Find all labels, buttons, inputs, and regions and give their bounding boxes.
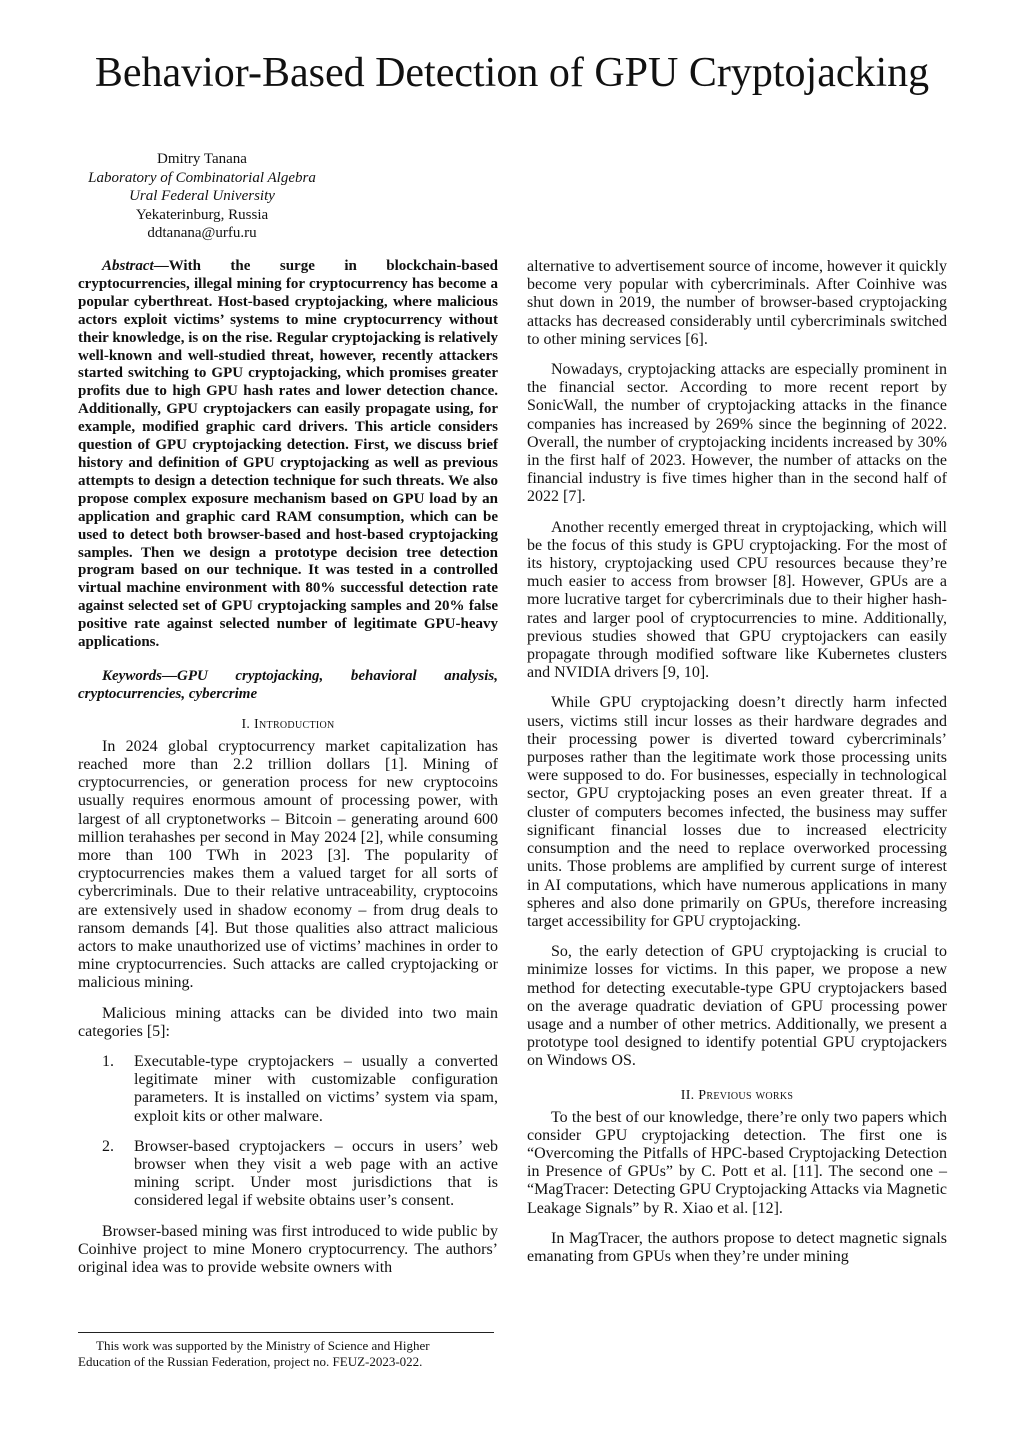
footnote-line: This work was supported by the Ministry of Science and Higher (96, 1338, 430, 1353)
section-number: I. (241, 716, 251, 732)
abstract (78, 258, 498, 652)
abstract-label: Abstract (102, 258, 154, 274)
author-city: Yekaterinburg, Russia (135, 206, 269, 223)
section-heading-previous-works (527, 1087, 947, 1105)
section-title: Introduction (254, 716, 335, 732)
attack-category-list (78, 1053, 498, 1211)
paragraph: To the best of our knowledge, there’re only two papers which consider GPU cryptojacking detection. The first one is “Overcoming the Pitfalls of HPC-based Cryptojacking Detection in Presence of GPUs” by C. Pott et al. [11]. The second one – “MagTracer: Detecting GPU Cryptojacking Attacks via Magnetic Leakage Signals” by R. Xiao et al. [12]. (527, 1108, 947, 1217)
footnote-rule (78, 1332, 494, 1333)
paragraph: While GPU cryptojacking doesn’t directly harm infected users, victims still incur losses as their hardware degrades and their processing power is diverted toward cybercriminals’ purposes rather than the legitimate work those processing units were supposed to do. For businesses, especially in technological sector, GPU cryptojacking poses an even greater threat. If a cluster of computers becomes infected, the business may suffer significant financial losses due to increased electricity consumption and the need to replace overworked processing units. Those problems are amplified by current surge of interest in AI computations, which have numerous applications in many spheres and also done primarily on GPUs, therefore increasing target accessibility for GPU cryptojacking. (527, 694, 947, 930)
keywords-label: Keywords (102, 667, 162, 684)
paragraph: Browser-based mining was first introduced to wide public by Coinhive project to mine Monero cryptocurrency. The authors’ original idea was to provide website owners with (78, 1222, 498, 1277)
left-column (78, 258, 498, 1277)
list-item (78, 1053, 498, 1126)
author-university: Ural Federal University (129, 188, 275, 204)
keywords (78, 668, 498, 704)
list-item-number: 2. (102, 1137, 114, 1155)
paragraph: Malicious mining attacks can be divided into two main categories [5]: (78, 1004, 498, 1040)
paragraph-continued: alternative to advertisement source of income, however it quickly become very popular with cybercriminals. After Coinhive was shut down in 2019, the number of browser-based cryptojacking attacks has decreased considerably until cybercriminals switched to other mining services [6]. (527, 258, 947, 348)
author-email: ddtanana@urfu.ru (147, 225, 257, 241)
keywords-text: —GPU cryptojacking, behavioral analysis, cryptocurrencies, cybercrime (78, 667, 498, 702)
paragraph: So, the early detection of GPU cryptojacking is crucial to minimize losses for victims. In this paper, we propose a new method for detecting executable-type GPU cryptojackers based on the average quadratic deviation of GPU processing power usage and a number of other metrics. Additionally, we present a prototype tool designed to identify potential GPU cryptojackers on Windows OS. (527, 943, 947, 1070)
author-lab: Laboratory of Combinatorial Algebra (88, 169, 316, 186)
section-title: Previous works (698, 1087, 794, 1103)
list-item-text: Browser-based cryptojackers – occurs in users’ web browser when they visit a web page with an active mining script. Under most jurisdictions that is considered legal if website obtains user’s consent. (134, 1137, 498, 1210)
paragraph: Nowadays, cryptojacking attacks are especially prominent in the financial sector. According to more recent report by SonicWall, the number of cryptojacking attacks in the finance companies has increased by 269% since the beginning of 2022. Overall, the number of cryptojacking incidents increased by 30% in the first half of 2023. However, the number of attacks on the financial industry is five times higher than in the second half of 2022 [7]. (527, 361, 947, 506)
footnote (78, 1338, 498, 1370)
author-name: Dmitry Tanana (157, 151, 247, 167)
right-column (527, 258, 947, 1266)
footnote-line: Education of the Russian Federation, project no. FEUZ-2023-022. (78, 1354, 423, 1369)
list-item-number: 1. (102, 1053, 114, 1070)
paragraph: Another recently emerged threat in cryptojacking, which will be the focus of this study is GPU cryptojacking. For the most of its history, cryptojacking used CPU resources because they’re much easier to access from browser [8]. However, GPUs are a more lucrative target for cybercriminals due to their higher hash-rates and larger pool of cryptocurrencies to mine. Additionally, previous studies showed that GPU cryptojackers can easily propagate through modified software like Kubernetes clusters and NVIDIA drivers [9, 10]. (527, 518, 947, 682)
paper-title: Behavior-Based Detection of GPU Cryptojacking (94, 50, 930, 96)
list-item (78, 1138, 498, 1211)
author-block (72, 150, 332, 243)
paragraph: In MagTracer, the authors propose to detect magnetic signals emanating from GPUs when they’re under mining (527, 1229, 947, 1265)
section-number: II. (680, 1087, 695, 1103)
list-item-text: Executable-type cryptojackers – usually a converted legitimate miner with customizable configuration parameters. It is installed on victims’ system via spam, exploit kits or other malware. (134, 1053, 498, 1125)
section-heading-introduction (78, 716, 498, 734)
abstract-text: —With the surge in blockchain-based cryptocurrencies, illegal mining for cryptocurrency has become a popular cyberthreat. Host-based cryptojacking, where malicious actors exploit victims’ systems to mine cryptocurrency without their knowledge, is on the rise. Regular cryptojacking is relatively well-known and well-studied threat, however, recently attackers started switching to GPU cryptojacking, which promises greater profits due to high GPU hash rates and lower detection chance. Additionally, GPU cryptojackers can easily propagate using, for example, modified graphic card drivers. This article considers question of GPU cryptojacking detection. First, we discuss brief history and definition of GPU cryptojacking as well as previous attempts to design a detection technique for such threats. We also propose complex exposure mechanism based on GPU load by an application and graphic card RAM consumption, which can be used to detect both browser-based and host-based cryptojacking samples. Then we design a prototype decision tree detection program based on our technique. It was tested in a controlled virtual machine environment with 80% successful detection rate against selected set of GPU cryptojacking samples and 20% false positive rate against selected number of legitimate GPU-heavy applications. (78, 258, 498, 651)
paragraph: In 2024 global cryptocurrency market capitalization has reached more than 2.2 trillion dollars [1]. Mining of cryptocurrencies, or generation process for new cryptocoins usually requires enormous amount of processing power, with largest of all cryptonetworks – Bitcoin – generating around 600 million terahashes per second in May 2024 [2], while consuming more than 100 TWh in 2023 [3]. The popularity of cryptocurrencies makes them a valued target for all sorts of cybercriminals. Due to their relative untraceability, cryptocoins are extensively used in shadow economy – from drug deals to ransom demands [4]. But those qualities also attract malicious actors to make unauthorized use of victims’ machines in order to mine cryptocurrencies. Such attacks are called cryptojacking or malicious mining. (78, 737, 498, 992)
